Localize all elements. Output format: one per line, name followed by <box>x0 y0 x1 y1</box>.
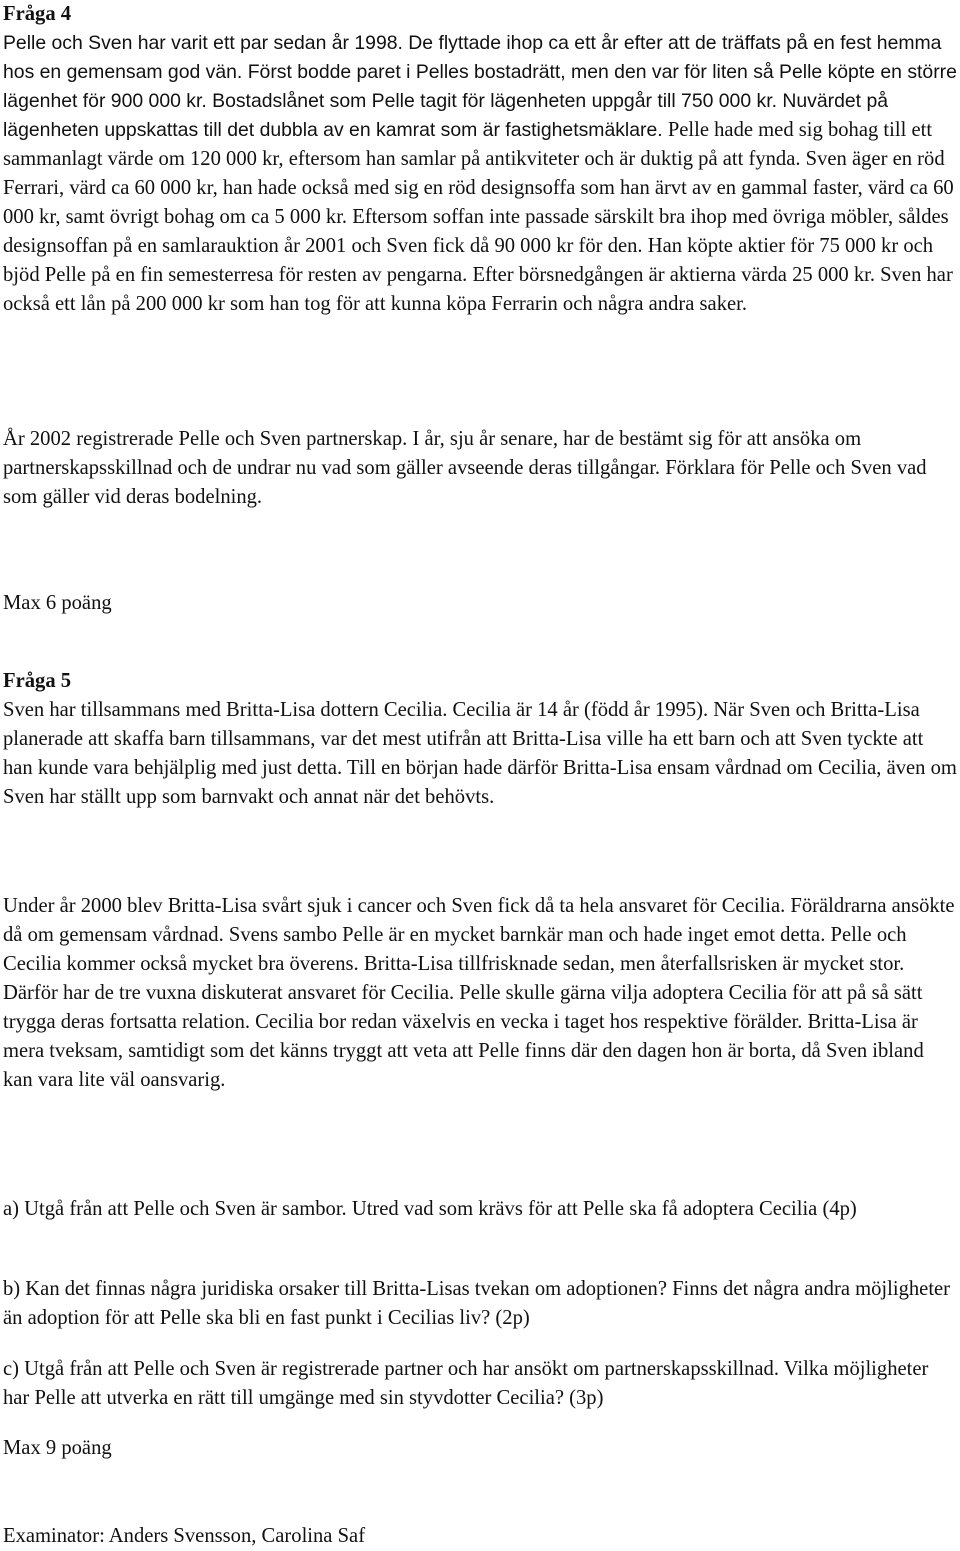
examiner-line: Examinator: Anders Svensson, Carolina Saf <box>3 1525 366 1547</box>
q5-question-b: b) Kan det finnas några juridiska orsaker till Britta-Lisas tvekan om adoptionen? Finns det några andra möjligheter än adoption för att Pelle ska bli en fast punkt i Cecilias liv? (2p) <box>3 1278 951 1329</box>
q4-heading: Fråga 4 <box>3 3 72 25</box>
q5-paragraph-1: Sven har tillsammans med Britta-Lisa dottern Cecilia. Cecilia är 14 år (född år 1995). När Sven och Britta-Lisa planerade att skaffa barn tillsammans, var det mest utifrån att Britta-Lisa ville ha ett barn och att Sven tyckte att han kunde vara behjälplig med just detta. Till en början hade därför Britta-Lisa ensam vårdnad om Cecilia, även om Sven har ställt upp som barnvakt och annat när det behövts. <box>3 699 957 808</box>
q4-paragraph-1-intro: Pelle och Sven har varit ett par sedan år 1998. De flyttade ihop ca ett år efter att de träffats på en fest hemma hos en gemensam god vän. Först bodde paret i Pelles bostadrätt, men den var för liten så Pelle köpte en större lägenhet för 900 000 kr. Bostadslånet som Pelle tagit för lägenheten uppgår till 750 000 kr. Nuvärdet på lägenheten uppskattas till det dubbla av en kamrat som är fastighetsmäklare. <box>3 32 957 141</box>
q5-max-points: Max 9 poäng <box>3 1437 112 1459</box>
q5-question-c: c) Utgå från att Pelle och Sven är registrerade partner och har ansökt om partnerskapsskillnad. Vilka möjligheter har Pelle att utverka en rätt till umgänge med sin styvdotter Cecilia? (3p) <box>3 1358 929 1409</box>
q4-paragraph-1-rest: Pelle hade med sig bohag till ett sammanlagt värde om 120 000 kr, eftersom han samlar på antikviteter och är duktig på att fynda. Sven äger en röd Ferrari, värd ca 60 000 kr, han hade också med sig en röd designsoffa som han ärvt av en gammal faster, värd ca 60 000 kr, samt övrigt bohag om ca 5 000 kr. Eftersom soffan inte passade särskilt bra ihop med övriga möbler, såldes designsoffan på en samlarauktion år 2001 och Sven fick då 90 000 kr för den. Han köpte aktier för 75 000 kr och bjöd Pelle på en fin semesterresa för resten av pengarna. Efter börsnedgången är aktierna värda 25 000 kr. Sven har också ett lån på 200 000 kr som han tog för att kunna köpa Ferrarin och några andra saker. <box>3 119 954 315</box>
q5-paragraph-2: Under år 2000 blev Britta-Lisa svårt sjuk i cancer och Sven fick då ta hela ansvaret för Cecilia. Föräldrarna ansökte då om gemensam vårdnad. Svens sambo Pelle är en mycket barnkär man och hade inget emot detta. Pelle och Cecilia kommer också mycket bra överens. Britta-Lisa tillfrisknade sedan, men återfallsrisken är mycket stor. Därför har de tre vuxna diskuterat ansvaret för Cecilia. Pelle skulle gärna vilja adoptera Cecilia för att på så sätt trygga deras fortsatta relation. Cecilia bor redan växelvis en vecka i taget hos respektive förälder. Britta-Lisa är mera tveksam, samtidigt som det känns tryggt att veta att Pelle finns där den dagen hon är borta, då Sven ibland kan vara lite väl oansvarig. <box>3 895 955 1091</box>
q4-max-points: Max 6 poäng <box>3 592 112 614</box>
q5-heading: Fråga 5 <box>3 670 72 692</box>
q5-question-a: a) Utgå från att Pelle och Sven är sambor. Utred vad som krävs för att Pelle ska få adoptera Cecilia (4p) <box>3 1198 857 1220</box>
q4-paragraph-1 <box>3 29 958 319</box>
q4-paragraph-2: År 2002 registrerade Pelle och Sven partnerskap. I år, sju år senare, har de bestämt sig för att ansöka om partnerskapsskillnad och de undrar nu vad som gäller avseende deras tillgångar. Förklara för Pelle och Sven vad som gäller vid deras bodelning. <box>3 428 927 508</box>
